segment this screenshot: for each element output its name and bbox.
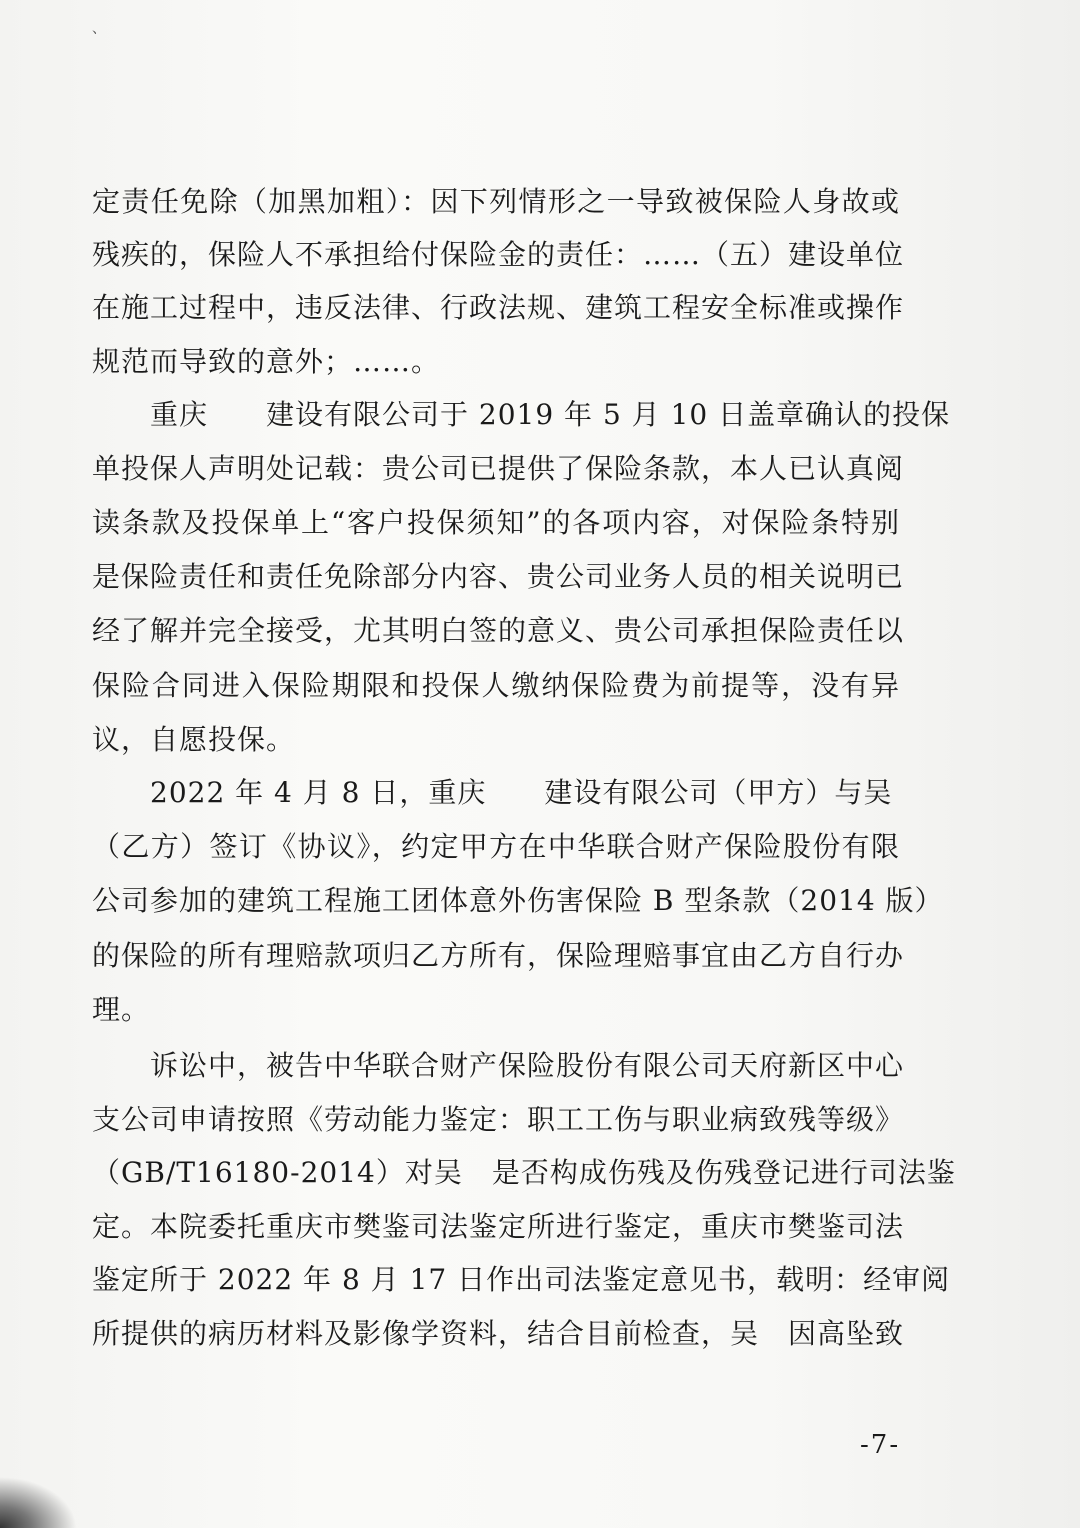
stray-mark: 、 bbox=[92, 21, 106, 37]
text-line: 是保险责任和责任免除部分内容、贵公司业务人员的相关说明已 bbox=[92, 560, 905, 593]
text-line: 诉讼中，被告中华联合财产保险股份有限公司天府新区中心 bbox=[150, 1049, 905, 1082]
text-line: 保险合同进入保险期限和投保人缴纳保险费为前提等，没有异 bbox=[92, 669, 900, 702]
text-line: 的保险的所有理赔款项归乙方所有，保险理赔事宜由乙方自行办 bbox=[92, 939, 905, 972]
text-line: 定。本院委托重庆市樊鉴司法鉴定所进行鉴定，重庆市樊鉴司法 bbox=[92, 1210, 905, 1243]
text-line: （GB/T16180-2014）对吴 是否构成伤残及伤残登记进行司法鉴 bbox=[92, 1156, 956, 1189]
text-line: （乙方）签订《协议》，约定甲方在中华联合财产保险股份有限 bbox=[92, 830, 900, 863]
scan-shadow bbox=[0, 1468, 90, 1528]
text-line: 议，自愿投保。 bbox=[92, 723, 296, 756]
text-line: 读条款及投保单上“客户投保须知”的各项内容，对保险条特别 bbox=[92, 506, 900, 539]
text-line: 公司参加的建筑工程施工团体意外伤害保险 B 型条款（2014 版） bbox=[92, 884, 944, 917]
text-line: 规范而导致的意外；……。 bbox=[92, 345, 441, 378]
text-line: 经了解并完全接受，尤其明白签的意义、贵公司承担保险责任以 bbox=[92, 614, 905, 647]
page-number: -7- bbox=[860, 1430, 901, 1460]
text-line: 定责任免除（加黑加粗）：因下列情形之一导致被保险人身故或 bbox=[92, 185, 900, 218]
text-line: 鉴定所于 2022 年 8 月 17 日作出司法鉴定意见书，载明：经审阅 bbox=[92, 1263, 951, 1296]
text-line: 在施工过程中，违反法律、行政法规、建筑工程安全标准或操作 bbox=[92, 291, 905, 324]
text-line: 理。 bbox=[92, 993, 151, 1026]
text-line: 残疾的，保险人不承担给付保险金的责任：……（五）建设单位 bbox=[92, 238, 905, 271]
text-line: 所提供的病历材料及影像学资料，结合目前检查，吴 因高坠致 bbox=[92, 1317, 905, 1350]
text-line: 重庆 建设有限公司于 2019 年 5 月 10 日盖章确认的投保 bbox=[150, 398, 951, 431]
text-line: 2022 年 4 月 8 日，重庆 建设有限公司（甲方）与吴 bbox=[150, 776, 893, 809]
text-line: 单投保人声明处记载：贵公司已提供了保险条款，本人已认真阅 bbox=[92, 452, 905, 485]
text-line: 支公司申请按照《劳动能力鉴定：职工工伤与职业病致残等级》 bbox=[92, 1103, 905, 1136]
